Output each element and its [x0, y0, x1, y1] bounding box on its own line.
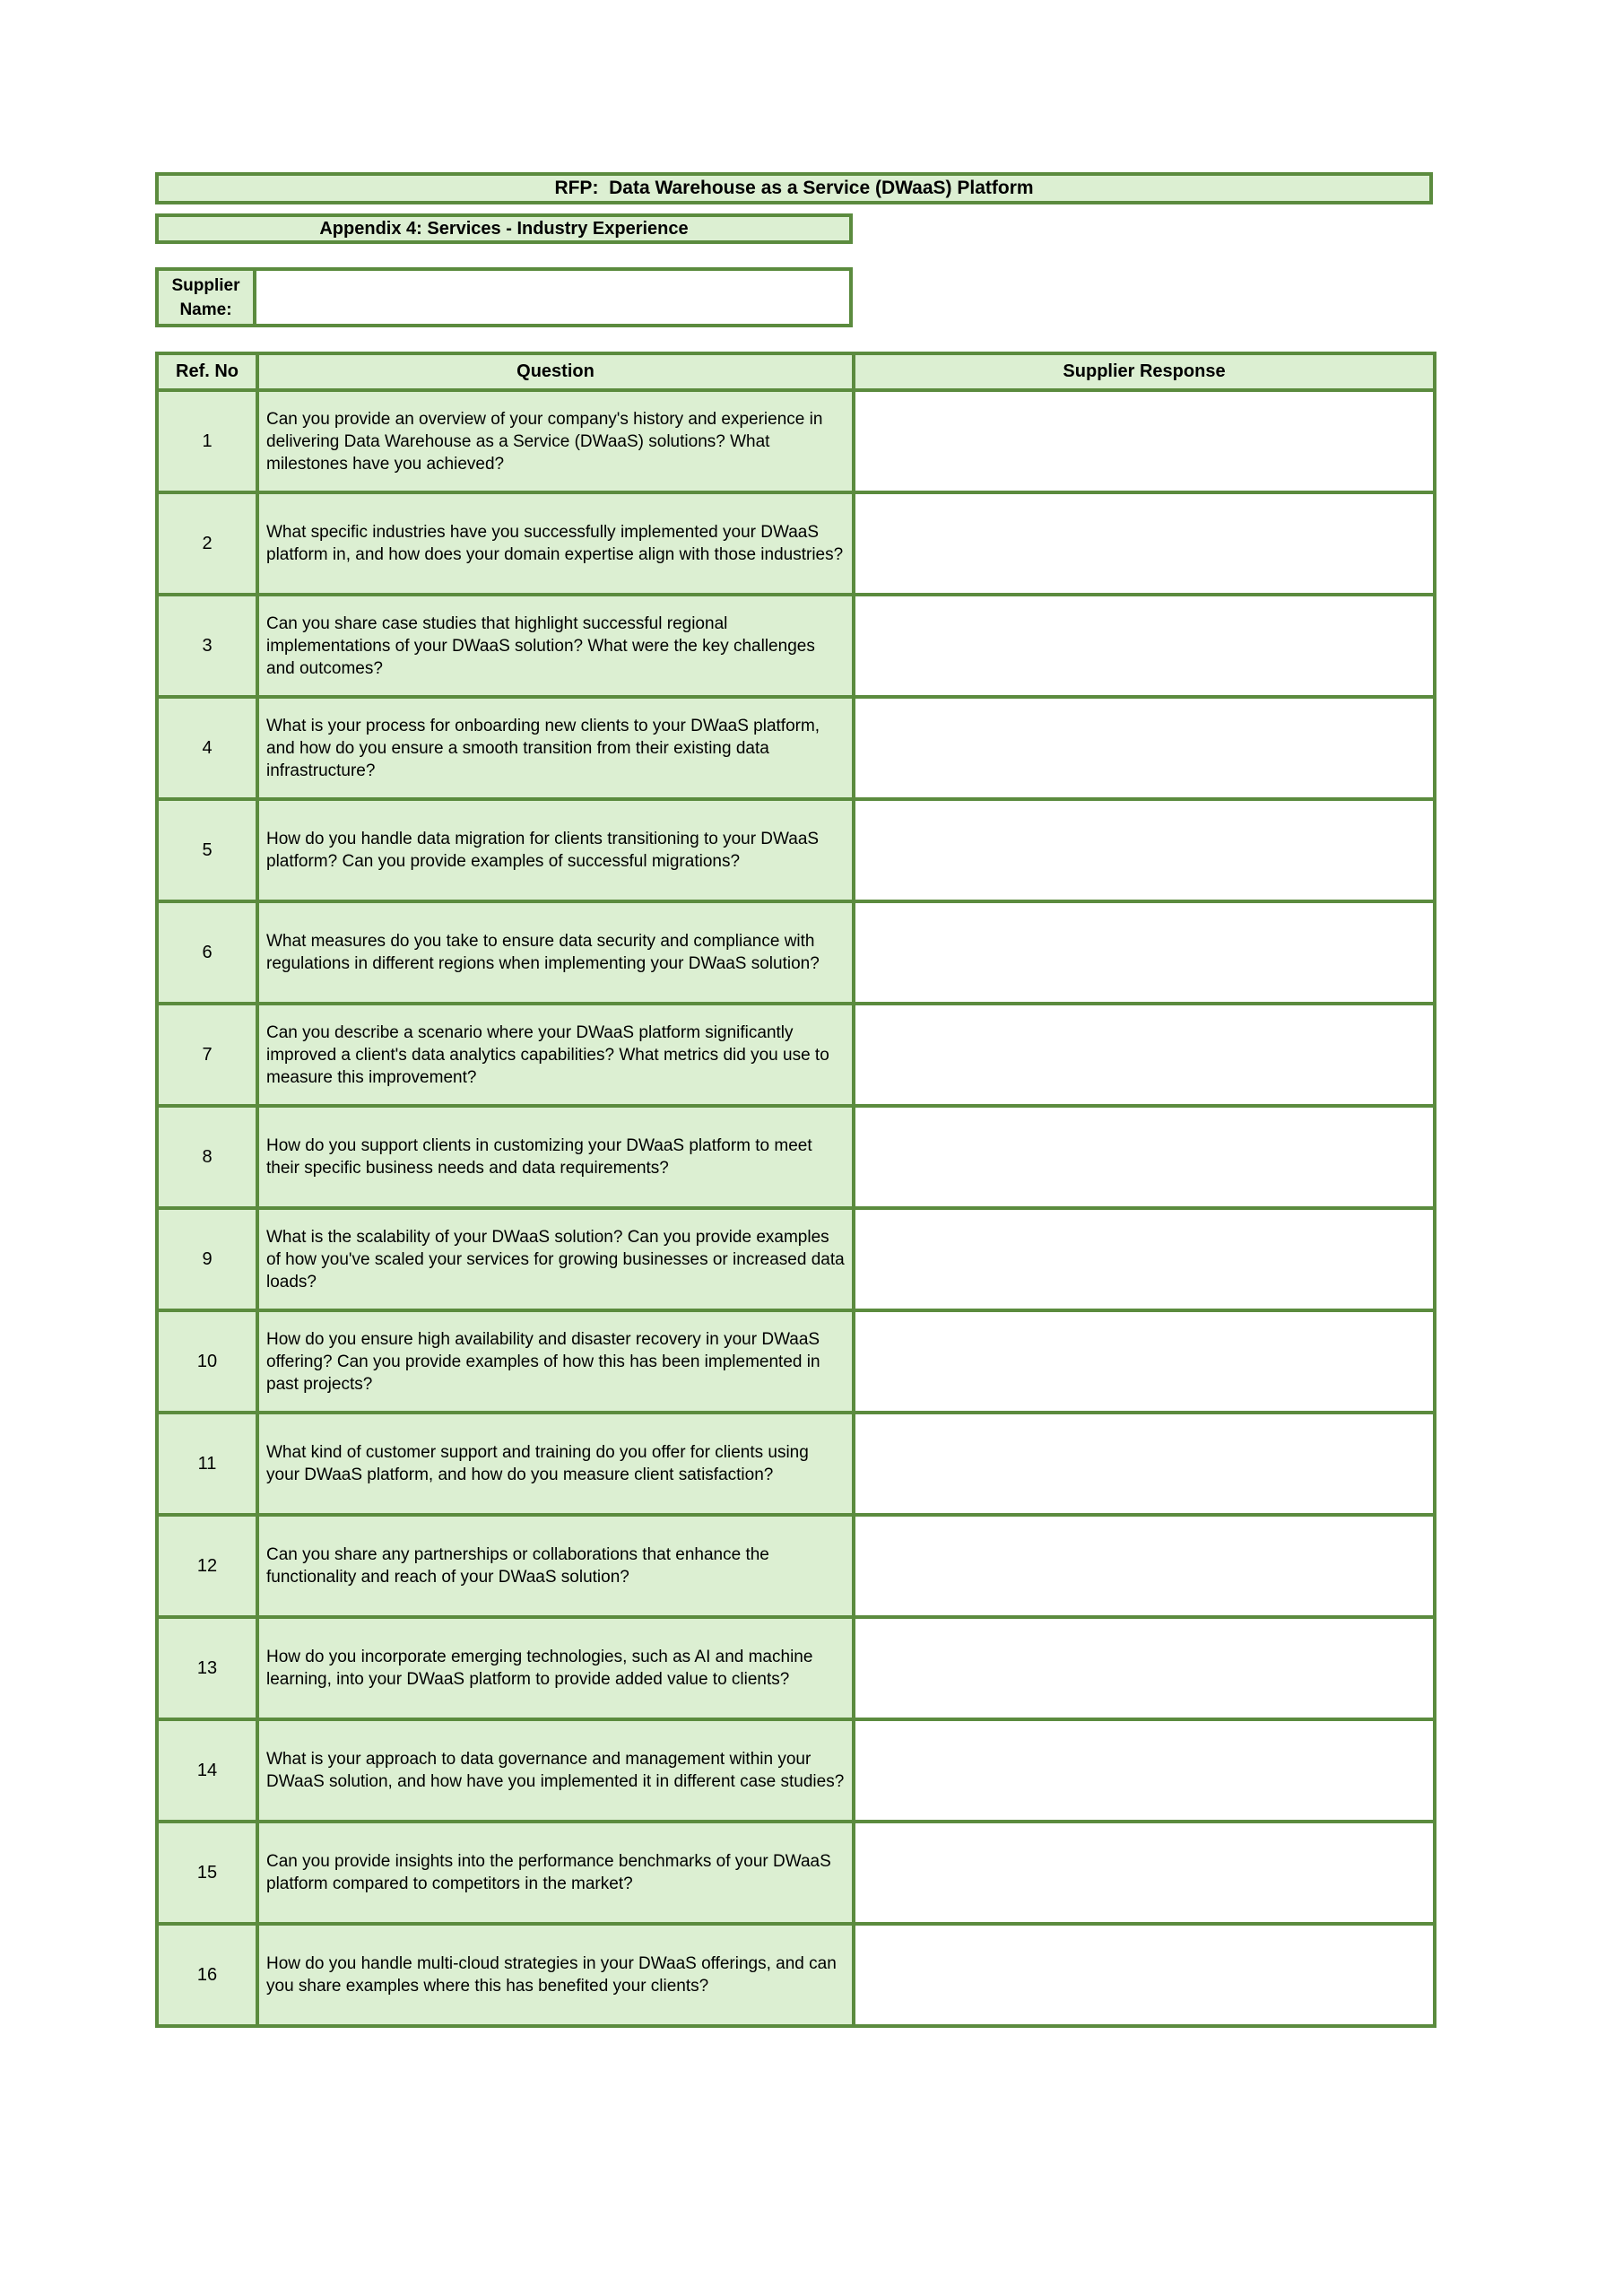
- ref-no-cell: 8: [157, 1106, 257, 1208]
- question-cell: What measures do you take to ensure data security and compliance with regulations in different regions when implementing your DWaaS solution?: [257, 901, 854, 1004]
- table-row: [157, 799, 1435, 901]
- response-cell[interactable]: [854, 1515, 1435, 1617]
- response-cell[interactable]: [854, 697, 1435, 799]
- question-cell: What is your process for onboarding new clients to your DWaaS platform, and how do you ensure a smooth transition from their existing data infrastructure?: [257, 697, 854, 799]
- table-row: [157, 1310, 1435, 1413]
- question-cell: Can you share case studies that highlight successful regional implementations of your DWaaS solution? What were the key challenges and outcomes?: [257, 595, 854, 697]
- col-header-supplier-response: Supplier Response: [854, 353, 1435, 390]
- question-table-body: [157, 390, 1435, 2026]
- ref-no-cell: 2: [157, 492, 257, 595]
- response-cell[interactable]: [854, 1617, 1435, 1719]
- question-cell: How do you handle data migration for clients transitioning to your DWaaS platform? Can you provide examples of successful migrations?: [257, 799, 854, 901]
- ref-no-cell: 4: [157, 697, 257, 799]
- supplier-name-input[interactable]: [256, 271, 849, 324]
- response-cell[interactable]: [854, 492, 1435, 595]
- ref-no-cell: 11: [157, 1413, 257, 1515]
- response-cell[interactable]: [854, 1004, 1435, 1106]
- question-cell: What kind of customer support and training do you offer for clients using your DWaaS platform, and how do you measure client satisfaction?: [257, 1413, 854, 1515]
- ref-no-cell: 12: [157, 1515, 257, 1617]
- ref-no-cell: 6: [157, 901, 257, 1004]
- ref-no-cell: 16: [157, 1924, 257, 2026]
- ref-no-cell: 10: [157, 1310, 257, 1413]
- col-header-question: Question: [257, 353, 854, 390]
- question-cell: How do you incorporate emerging technologies, such as AI and machine learning, into your DWaaS platform to provide added value to clients?: [257, 1617, 854, 1719]
- question-cell: How do you handle multi-cloud strategies in your DWaaS offerings, and can you share examples where this has benefited your clients?: [257, 1924, 854, 2026]
- table-row: [157, 1208, 1435, 1310]
- table-header-row: [157, 353, 1435, 390]
- col-header-ref-no: Ref. No: [157, 353, 257, 390]
- question-cell: What is your approach to data governance and management within your DWaaS solution, and how have you implemented it in different case studies?: [257, 1719, 854, 1822]
- table-row: [157, 1617, 1435, 1719]
- response-cell[interactable]: [854, 1822, 1435, 1924]
- table-row: [157, 390, 1435, 492]
- supplier-name-label: Supplier Name:: [159, 271, 256, 324]
- response-cell[interactable]: [854, 390, 1435, 492]
- response-cell[interactable]: [854, 1719, 1435, 1822]
- appendix-title-bar: [155, 213, 853, 244]
- question-cell: Can you provide insights into the performance benchmarks of your DWaaS platform compared to competitors in the market?: [257, 1822, 854, 1924]
- ref-no-cell: 9: [157, 1208, 257, 1310]
- response-cell[interactable]: [854, 1106, 1435, 1208]
- table-row: [157, 1106, 1435, 1208]
- question-cell: Can you provide an overview of your company's history and experience in delivering Data Warehouse as a Service (DWaaS) solutions? What milestones have you achieved?: [257, 390, 854, 492]
- question-cell: Can you share any partnerships or collaborations that enhance the functionality and reach of your DWaaS solution?: [257, 1515, 854, 1617]
- ref-no-cell: 5: [157, 799, 257, 901]
- rfp-title-bar: [155, 172, 1433, 204]
- table-row: [157, 1515, 1435, 1617]
- ref-no-cell: 14: [157, 1719, 257, 1822]
- question-table: [155, 352, 1436, 2028]
- response-cell[interactable]: [854, 595, 1435, 697]
- ref-no-cell: 13: [157, 1617, 257, 1719]
- supplier-name-box: [155, 267, 853, 327]
- ref-no-cell: 7: [157, 1004, 257, 1106]
- response-cell[interactable]: [854, 1310, 1435, 1413]
- response-cell[interactable]: [854, 1413, 1435, 1515]
- table-row: [157, 1719, 1435, 1822]
- question-cell: How do you support clients in customizing your DWaaS platform to meet their specific business needs and data requirements?: [257, 1106, 854, 1208]
- question-cell: How do you ensure high availability and disaster recovery in your DWaaS offering? Can you provide examples of how this has been implemented in past projects?: [257, 1310, 854, 1413]
- question-cell: What is the scalability of your DWaaS solution? Can you provide examples of how you've scaled your services for growing businesses or increased data loads?: [257, 1208, 854, 1310]
- ref-no-cell: 1: [157, 390, 257, 492]
- question-cell: Can you describe a scenario where your DWaaS platform significantly improved a client's data analytics capabilities? What metrics did you use to measure this improvement?: [257, 1004, 854, 1106]
- table-row: [157, 492, 1435, 595]
- response-cell[interactable]: [854, 1924, 1435, 2026]
- question-cell: What specific industries have you successfully implemented your DWaaS platform in, and how does your domain expertise align with those industries?: [257, 492, 854, 595]
- response-cell[interactable]: [854, 799, 1435, 901]
- table-row: [157, 595, 1435, 697]
- response-cell[interactable]: [854, 901, 1435, 1004]
- page-title: RFP: Data Warehouse as a Service (DWaaS) Platform: [554, 178, 1034, 198]
- table-row: [157, 1822, 1435, 1924]
- appendix-title: Appendix 4: Services - Industry Experience: [319, 218, 689, 239]
- table-row: [157, 1924, 1435, 2026]
- table-row: [157, 901, 1435, 1004]
- ref-no-cell: 15: [157, 1822, 257, 1924]
- table-row: [157, 1413, 1435, 1515]
- response-cell[interactable]: [854, 1208, 1435, 1310]
- table-row: [157, 1004, 1435, 1106]
- table-row: [157, 697, 1435, 799]
- ref-no-cell: 3: [157, 595, 257, 697]
